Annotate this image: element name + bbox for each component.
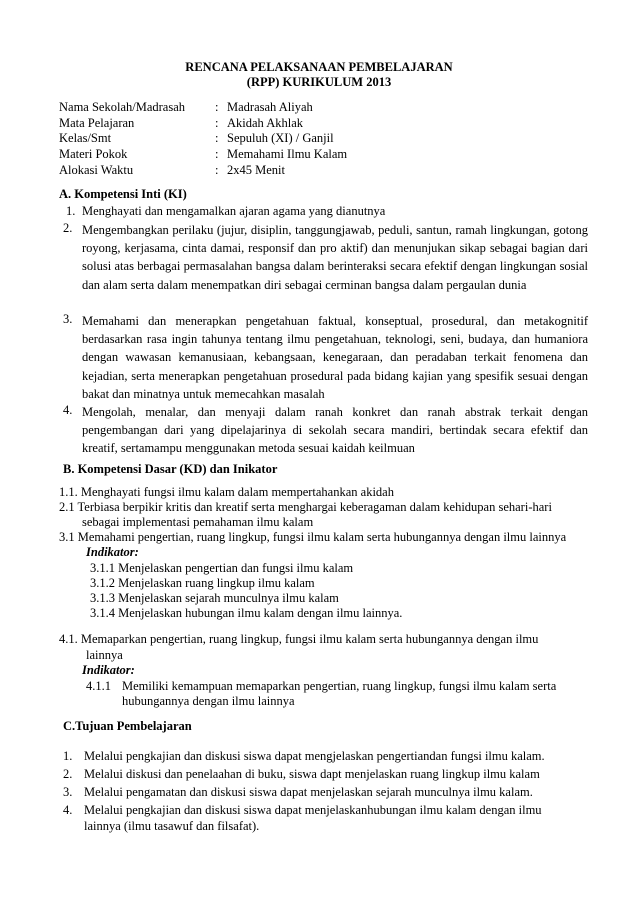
identity-label: Nama Sekolah/Madrasah [59, 100, 186, 114]
document-subtitle: (RPP) KURIKULUM 2013 [246, 75, 392, 89]
section-heading-tujuan: C.Tujuan Pembelajaran [63, 719, 192, 733]
indikator-item: 3.1.3 Menjelaskan sejarah munculnya ilmu kalam [90, 591, 339, 605]
identity-value: Madrasah Aliyah [227, 100, 313, 114]
indikator-label: Indikator: [82, 663, 135, 677]
section-heading-ki: A. Kompetensi Inti (KI) [59, 187, 187, 201]
identity-label: Alokasi Waktu [59, 162, 134, 177]
ki-item-text: Menghayati dan mengamalkan ajaran agama yang dianutnya [82, 204, 386, 218]
tujuan-text: Melalui pengkajian dan diskusi siswa dapat menjelaskanhubungan ilmu kalam dengan ilmu [84, 803, 542, 817]
identity-colon: : [215, 162, 219, 177]
identity-value: Akidah Akhlak [227, 115, 304, 130]
tujuan-number: 4. [63, 803, 73, 817]
ki-item-text: Mengolah, menalar, dan menyaji dalam ranah konkret dan ranah abstrak terkait dengan pengembangan dari yang dipelajarinya di sekolah secara mandiri, bertindak secara efektif dan kreatif, sertamampu menggunakan metoda sesuai kaidah keilmuan [82, 405, 588, 456]
identity-label: Kelas/Smt [59, 131, 112, 146]
indikator-item: Memiliki kemampuan memaparkan pengertian, ruang lingkup, fungsi ilmu kalam serta [122, 679, 557, 693]
document-title: RENCANA PELAKSANAAN PEMBELAJARAN [185, 60, 453, 74]
kd-line: 2.1 Terbiasa berpikir kritis dan kreatif serta menghargai keberagaman dalam kehidupan sehari-hari [59, 500, 552, 514]
tujuan-number: 2. [63, 767, 73, 781]
kd-line: 4.1. Memaparkan pengertian, ruang lingkup, fungsi ilmu kalam serta hubungannya dengan ilmu [59, 632, 539, 646]
tujuan-text: lainnya (ilmu tasawuf dan filsafat). [84, 819, 260, 833]
identity-colon: : [215, 115, 219, 130]
ki-item-number: 2. [63, 221, 73, 235]
ki-item-number: 4. [63, 403, 73, 417]
kd-line: 1.1. Menghayati fungsi ilmu kalam dalam mempertahankan akidah [59, 485, 394, 499]
identity-colon: : [215, 100, 219, 114]
identity-label: Materi Pokok [59, 147, 128, 162]
tujuan-text: Melalui diskusi dan penelaahan di buku, siswa dapt menjelaskan ruang lingkup ilmu kalam [84, 767, 540, 781]
tujuan-text: Melalui pengamatan dan diskusi siswa dapat menjelaskan sejarah munculnya ilmu kalam. [84, 785, 533, 799]
identity-value: 2x45 Menit [227, 162, 285, 177]
indikator-number: 4.1.1 [86, 679, 111, 693]
tujuan-number: 1. [63, 749, 73, 763]
indikator-item: 3.1.1 Menjelaskan pengertian dan fungsi ilmu kalam [90, 561, 354, 575]
ki-item-number: 1. [66, 204, 76, 218]
identity-value: Sepuluh (XI) / Ganjil [227, 131, 334, 146]
tujuan-number: 3. [63, 785, 73, 799]
ki-item-text: Memahami dan menerapkan pengetahuan faktual, konseptual, prosedural, dan metakognitif berdasarkan rasa ingin tahunya tentang ilmu pengetahuan, teknologi, seni, budaya, dan humaniora dengan wawasan kemanusiaan, kebangsaan, kenegaraan, dan peradaban terkait fenomena dan kejadian, serta menerapkan pengetahuan prosedural pada bidang kajian yang spesifik sesuai dengan bakat dan minatnya untuk memecahkan masalah [82, 314, 588, 401]
section-heading-kd: B. Kompetensi Dasar (KD) dan Inikator [63, 462, 278, 476]
indikator-item: hubungannya dengan ilmu lainnya [122, 694, 295, 708]
identity-colon: : [215, 147, 219, 162]
indikator-label: Indikator: [86, 545, 139, 559]
ki-item-text: Mengembangkan perilaku (jujur, disiplin, tanggungjawab, peduli, santun, ramah lingkungan, gotong royong, kerjasama, cinta damai, responsif dan pro aktif) dan menunjukan sikap sebagai bagian dari solusi atas berbagai permasalahan bangsa dalam berinteraksi secara efektif dengan lingkungan sosial dan alam serta dalam menempatkan diri sebagai cerminan bangsa dalam pergaulan dunia [82, 223, 588, 292]
identity-value: Memahami Ilmu Kalam [227, 147, 348, 162]
tujuan-text: Melalui pengkajian dan diskusi siswa dapat mengjelaskan pengertiandan fungsi ilmu kalam. [84, 749, 545, 763]
kd-line: 3.1 Memahami pengertian, ruang lingkup, fungsi ilmu kalam serta hubungannya dengan ilmu lainnya [59, 530, 567, 544]
indikator-item: 3.1.2 Menjelaskan ruang lingkup ilmu kalam [90, 576, 315, 590]
kd-line: sebagai implementasi pemahaman ilmu kalam [82, 515, 314, 529]
identity-label: Mata Pelajaran [59, 115, 135, 130]
identity-colon: : [215, 131, 219, 146]
ki-item-number: 3. [63, 312, 73, 326]
kd-line: lainnya [86, 648, 123, 662]
indikator-item: 3.1.4 Menjelaskan hubungan ilmu kalam dengan ilmu lainnya. [90, 606, 403, 620]
